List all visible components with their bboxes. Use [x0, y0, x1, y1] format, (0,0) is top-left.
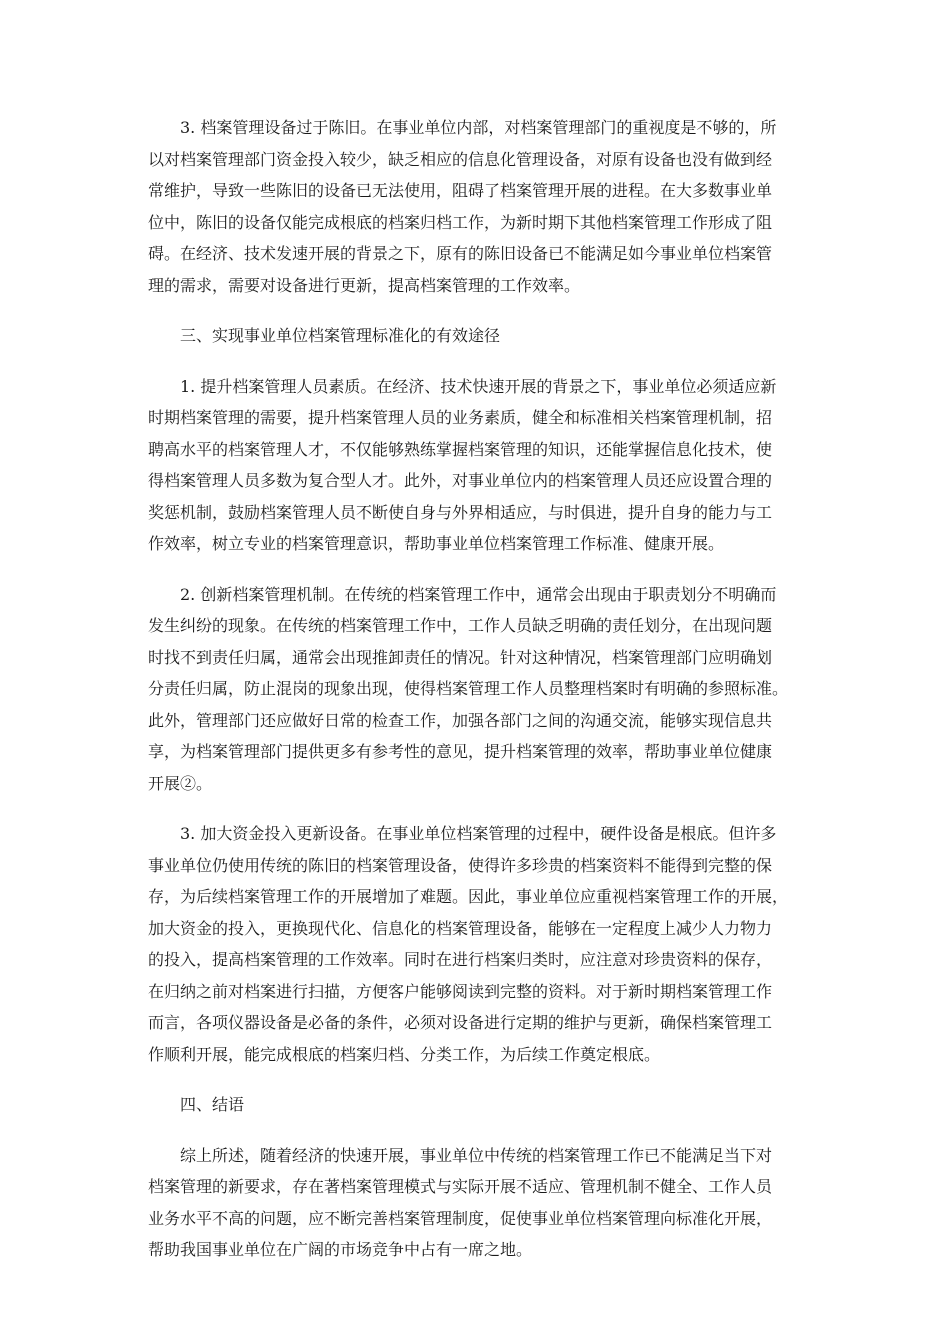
paragraph-line: 分责任归属，防止混岗的现象出现，使得档案管理工作人员整理档案时有明确的参照标准。 [148, 679, 789, 698]
document-page [148, 112, 808, 1285]
paragraph-line: 时找不到责任归属，通常会出现推卸责任的情况。针对这种情况，档案管理部门应明确划 [148, 647, 773, 667]
paragraph-line: 事业单位仍使用传统的陈旧的档案管理设备，使得许多珍贵的档案资料不能得到完整的保 [148, 855, 773, 875]
paragraph-line: 时期档案管理的需要，提升档案管理人员的业务素质，健全和标准相关档案管理机制，招 [148, 408, 773, 427]
paragraph-line: 综上所述，随着经济的快速开展，事业单位中传统的档案管理工作已不能满足当下对 [180, 1145, 773, 1165]
body-paragraph [148, 1140, 808, 1266]
paragraph-line: 1. 提升档案管理人员素质。在经济、技术快速开展的背景之下，事业单位必须适应新 [180, 376, 777, 396]
paragraph-line: 存，为后续档案管理工作的开展增加了难题。因此，事业单位应重视档案管理工作的开展， [148, 887, 789, 906]
paragraph-line: 在归纳之前对档案进行扫描，方便客户能够阅读到完整的资料。对于新时期档案管理工作 [148, 981, 773, 1001]
paragraph-line: 3. 档案管理设备过于陈旧。在事业单位内部，对档案管理部门的重视度是不够的，所 [180, 118, 777, 137]
paragraph-line: 得档案管理人员多数为复合型人才。此外，对事业单位内的档案管理人员还应设置合理的 [148, 471, 773, 490]
paragraph-line: 碍。在经济、技术发速开展的背景之下，原有的陈旧设备已不能满足如今事业单位档案管 [148, 244, 773, 263]
paragraph-line: 而言，各项仪器设备是必备的条件，必须对设备进行定期的维护与更新，确保档案管理工 [148, 1013, 773, 1032]
body-paragraph [148, 818, 808, 1070]
paragraph-line: 位中，陈旧的设备仅能完成根底的档案归档工作，为新时期下其他档案管理工作形成了阻 [148, 212, 773, 232]
paragraph-line: 作效率，树立专业的档案管理意识，帮助事业单位档案管理工作标准、健康开展。 [148, 534, 725, 553]
paragraph-line: 业务水平不高的问题，应不断完善档案管理制度，促使事业单位档案管理向标准化开展， [148, 1208, 773, 1228]
body-paragraph [148, 579, 808, 800]
paragraph-line: 2. 创新档案管理机制。在传统的档案管理工作中，通常会出现由于职责划分不明确而 [180, 584, 777, 604]
paragraph-line: 的投入，提高档案管理的工作效率。同时在进行档案归类时，应注意对珍贵资料的保存， [148, 950, 773, 969]
paragraph-line: 帮助我国事业单位在广阔的市场竞争中占有一席之地。 [148, 1240, 533, 1259]
paragraph-line: 3. 加大资金投入更新设备。在事业单位档案管理的过程中，硬件设备是根底。但许多 [180, 824, 777, 843]
paragraph-line: 开展②。 [148, 773, 213, 793]
paragraph-line: 奖惩机制，鼓励档案管理人员不断使自身与外界相适应，与时俱进，提升自身的能力与工 [148, 502, 773, 522]
paragraph-line: 聘高水平的档案管理人才，不仅能够熟练掌握档案管理的知识，还能掌握信息化技术，使 [148, 439, 773, 459]
section-heading: 四、结语 [180, 1095, 245, 1114]
paragraph-line: 发生纠纷的现象。在传统的档案管理工作中，工作人员缺乏明确的责任划分，在出现问题 [148, 616, 773, 635]
paragraph-line: 加大资金的投入，更换现代化、信息化的档案管理设备，能够在一定程度上减少人力物力 [148, 918, 773, 938]
body-paragraph [148, 371, 808, 560]
section-heading: 三、实现事业单位档案管理标准化的有效途径 [180, 326, 501, 345]
paragraph-line: 此外，管理部门还应做好日常的检查工作，加强各部门之间的沟通交流，能够实现信息共 [148, 710, 773, 730]
paragraph-line: 作顺利开展，能完成根底的档案归档、分类工作，为后续工作奠定根底。 [148, 1044, 661, 1064]
paragraph-line: 档案管理的新要求，存在著档案管理模式与实际开展不适应、管理机制不健全、工作人员 [148, 1177, 773, 1196]
paragraph-line: 常维护，导致一些陈旧的设备已无法使用，阻碍了档案管理开展的进程。在大多数事业单 [148, 181, 773, 200]
paragraph-line: 理的需求，需要对设备进行更新，提高档案管理的工作效率。 [148, 275, 581, 295]
paragraph-line: 享，为档案管理部门提供更多有参考性的意见，提升档案管理的效率，帮助事业单位健康 [148, 742, 773, 761]
body-paragraph [148, 112, 808, 301]
paragraph-line: 以对档案管理部门资金投入较少，缺乏相应的信息化管理设备，对原有设备也没有做到经 [148, 149, 773, 169]
